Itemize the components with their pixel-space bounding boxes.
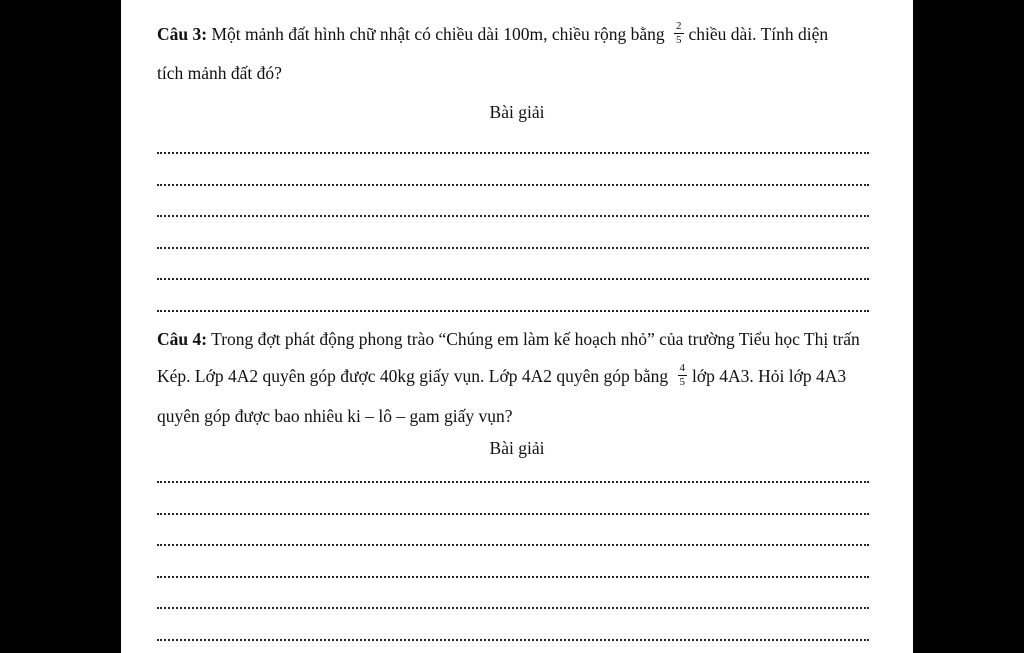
q4-line-3: quyên góp được bao nhiêu ki – lô – gam giấy vụn? — [157, 406, 513, 426]
q3-solution-title: Bài giải — [489, 102, 545, 122]
q4-answer-line — [157, 542, 869, 546]
worksheet-page — [121, 0, 913, 653]
q4-answer-line — [157, 605, 869, 609]
q4-fraction — [678, 363, 688, 388]
q3-fraction-numerator: 2 — [676, 20, 682, 33]
q3-answer-line — [157, 182, 869, 186]
q4-fraction-numerator: 4 — [679, 362, 686, 375]
q4-answer-line — [157, 574, 869, 578]
q3-label: Câu 3: — [157, 24, 208, 44]
q3-text-b: chiều dài. Tính diện — [688, 24, 829, 44]
q4-solution-title: Bài giải — [489, 438, 545, 458]
q3-fraction-denominator: 5 — [676, 34, 682, 47]
q3-line-2: tích mảnh đất đó? — [157, 63, 282, 83]
q4-fraction-denominator: 5 — [679, 376, 686, 389]
q4-answer-line — [157, 479, 869, 483]
q3-answer-line — [157, 213, 869, 217]
q4-text-b: Kép. Lớp 4A2 quyên góp được 40kg giấy vụn. Lớp 4A2 quyên góp bằng — [157, 366, 669, 386]
q4-answer-line — [157, 637, 869, 641]
q4-line-1 — [157, 327, 885, 351]
q3-fraction — [674, 21, 684, 46]
q4-text-c: lớp 4A3. Hỏi lớp 4A3 — [692, 366, 847, 386]
q4-answer-line — [157, 511, 869, 515]
q3-text-a: Một mảnh đất hình chữ nhật có chiều dài 100m, chiều rộng bằng — [207, 24, 665, 44]
q4-text-a: Trong đợt phát động phong trào “Chúng em làm kế hoạch nhỏ” của trường Tiểu học Thị trấn — [207, 329, 860, 349]
q3-line-1 — [157, 22, 885, 48]
q4-line-2 — [157, 364, 885, 390]
q3-answer-line — [157, 308, 869, 312]
q3-answer-line — [157, 276, 869, 280]
q3-answer-line — [157, 150, 869, 154]
q4-label: Câu 4: — [157, 329, 208, 349]
q3-answer-line — [157, 245, 869, 249]
